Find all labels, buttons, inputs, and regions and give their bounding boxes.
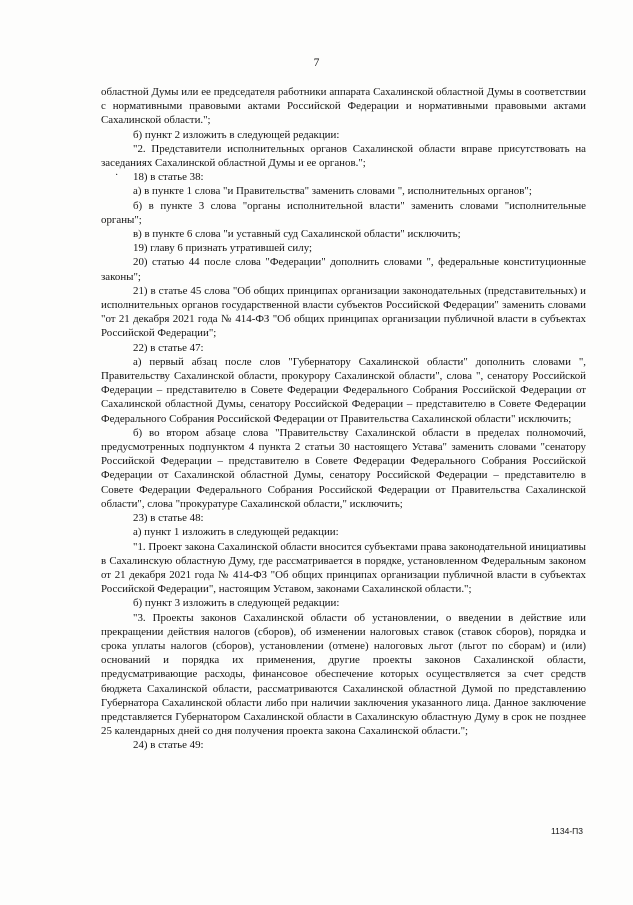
paragraph: 18) в статье 38: [133,171,204,184]
paragraph: "2. Представители исполнительных органов Сахалинской области вправе присутствовать на заседаниях Сахалинской областной Думы и ее органов."; [101,142,586,170]
paragraph: б) во втором абзаце слова "Правительству Сахалинской области в пределах полномочий, предусмотренных подпунктом 4 пункта 2 статьи 30 настоящего Устава" заменить словами "сенатору Российской Федерации – представителю в Совете Федерации Федерального Собрания Российской Федерации от Сахалинской областной Думы, сенатору Российской Федерации – представителю в Совете Федерации Федерального Собрания Российской Федерации от Правительства Сахалинской области", слова "прокуратуре Сахалинской области," исключить; [101,426,586,510]
paragraph: областной Думы или ее председателя работники аппарата Сахалинской областной Думы в соответствии с нормативными правовыми актами Российской Федерации и нормативными правовыми актами Сахалинской области."; [101,86,586,127]
paragraph: 22) в статье 47: [133,341,204,354]
paragraph: б) пункт 3 изложить в следующей редакции: [133,597,340,610]
paragraph: а) в пункте 1 слова "и Правительства" заменить словами ", исполнительных органов"; [133,185,532,198]
paragraph: 20) статью 44 после слова "Федерации" дополнить словами ", федеральные конституционные законы"; [101,256,586,283]
paragraph: 23) в статье 48: [133,512,204,525]
paragraph: "3. Проекты законов Сахалинской области об установлении, о введении в действие или прекращении действия налогов (сборов), об изменении налоговых ставок (ставок сборов), порядка и срока уплаты налогов (сборов), установлении (отмене) налоговых льгот (льгот по сборам) и (или) оснований и порядка их применения, другие проекты законов Сахалинской области, предусматривающие расходы, финансовое обеспечение которых осуществляется за счет средств бюджета Сахалинской области, рассматриваются Сахалинской областной Думой по представлению Губернатора Сахалинской области либо при наличии заключения указанного лица. Данное заключение представляется Губернатором Сахалинской области в Сахалинскую областную Думу в срок не позднее 25 календарных дней со дня получения проекта закона Сахалинской области."; [101,611,586,738]
paragraph: а) пункт 1 изложить в следующей редакции: [133,526,339,539]
paragraph: 24) в статье 49: [133,739,204,752]
paragraph: в) в пункте 6 слова "и уставный суд Сахалинской области" исключить; [133,228,461,241]
paragraph: 21) в статье 45 слова "Об общих принципах организации законодательных (представительных) и исполнительных органов государственной власти субъектов Российской Федерации" заменить словами "от 21 декабря 2021 года № 414-ФЗ "Об общих принципах организации публичной власти в субъектах Российской Федерации"; [101,284,586,340]
paragraph: б) пункт 2 изложить в следующей редакции: [133,128,340,141]
bullet-mark: · [115,170,119,181]
paragraph: б) в пункте 3 слова "органы исполнительной власти" заменить словами "исполнительные органы"; [101,199,586,226]
paragraph: а) первый абзац после слов "Губернатору Сахалинской области" дополнить словами ", Правительству Сахалинской области, прокурору Сахалинской области", слова ", сенатору Российской Федерации – представителю в Совете Федерации Федерального Собрания Российской Федерации от Сахалинской областной Думы, сенатору Российской Федерации – представителю в Совете Федерации Федерального Собрания Российской Федерации от Правительства Сахалинской области" исключить; [101,355,586,425]
document-code: 1134-П3 [551,826,583,836]
document-body [101,85,586,753]
page-number: 7 [313,57,320,69]
paragraph: 19) главу 6 признать утратившей силу; [133,242,313,255]
paragraph: "1. Проект закона Сахалинской области вносится субъектами права законодательной инициативы в Сахалинскую областную Думу, где рассматривается в порядке, установленном Федеральным законом от 21 декабря 2021 года № 414-ФЗ "Об общих принципах организации публичной власти в субъектах Российской Федерации", настоящим Уставом, законами Сахалинской области."; [101,540,586,596]
